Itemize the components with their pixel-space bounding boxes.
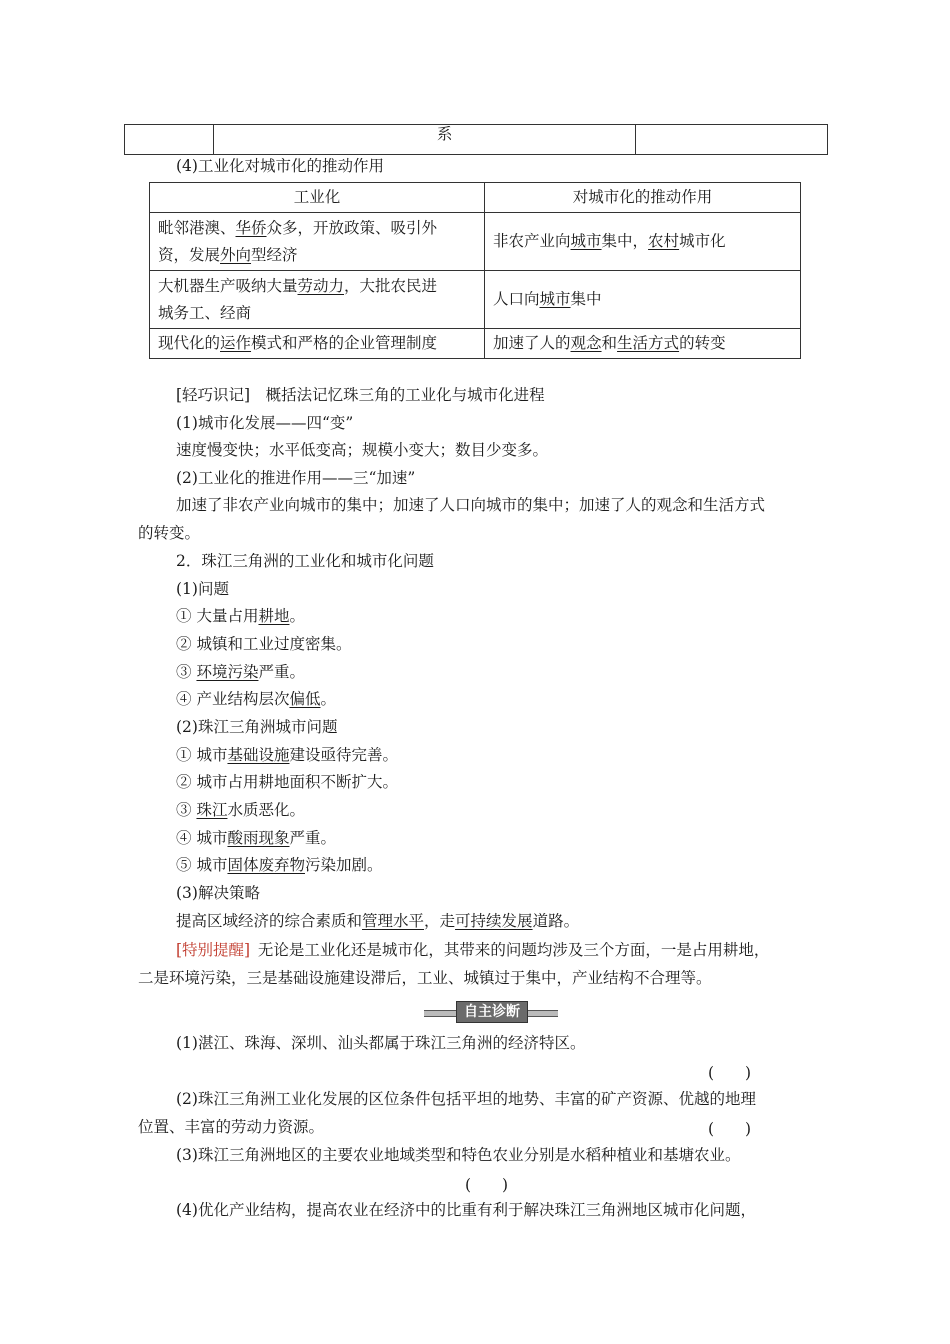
mnemonic-l4a: 加速了非农产业向城市的集中；加速了人口向城市的集中；加速了人的观念和生活方式 [176,496,766,514]
industrialization-table [149,182,801,359]
list-item: ③ 珠江水质恶化。 [176,801,305,819]
table-cell: 加速了人的观念和生活方式的转变 [485,329,801,359]
list-item: ① 大量占用耕地。 [176,607,305,625]
section2-title: 2．珠江三角洲的工业化和城市化问题 [176,552,434,570]
table-cell: 非农产业向城市集中，农村城市化 [485,213,801,271]
banner-title: 自主诊断 [456,1001,528,1023]
table-cell: 人口向城市集中 [485,271,801,329]
problems-title: (1)问题 [176,580,229,598]
question-2b: 位置、丰富的劳动力资源。 [138,1118,325,1136]
mnemonic-title: 概括法记忆珠三角的工业化与城市化进程 [265,386,545,404]
top-table-cell-4 [636,125,828,155]
mnemonic-l2: 速度慢变快；水平低变高；规模小变大；数目少变多。 [176,441,549,459]
top-table [124,124,828,155]
self-diagnosis-banner [424,1000,558,1024]
answer-paren-1: ( ) [708,1064,752,1082]
answer-paren-2: ( ) [708,1120,752,1138]
mnemonic-line [176,385,545,405]
list-item: ① 城市基础设施建设亟待完善。 [176,746,398,764]
top-table-text: 系 [436,125,453,143]
question-4: (4)优化产业结构，提高农业在经济中的比重有利于解决珠江三角洲地区城市化问题， [176,1201,756,1219]
top-table-cell-1 [125,125,214,155]
reminder-line-1: [特别提醒] 无论是工业化还是城市化，其带来的问题均涉及三个方面，一是占用耕地， [176,941,770,959]
top-table-cell-2 [214,125,429,155]
list-item: ③ 环境污染严重。 [176,663,305,681]
banner-left-bar [424,1010,458,1017]
city-problems-title: (2)珠江三角洲城市问题 [176,718,338,736]
table-row [150,213,801,271]
top-table-cell-3 [429,125,636,155]
banner-right-bar [524,1010,558,1017]
mnemonic-tag: [轻巧识记] [176,386,251,404]
answer-paren-3: ( ) [465,1176,509,1194]
mnemonic-l1: (1)城市化发展——四“变” [176,414,354,432]
question-2a: (2)珠江三角洲工业化发展的区位条件包括平坦的地势、丰富的矿产资源、优越的地理 [176,1090,756,1108]
list-item: ② 城市占用耕地面积不断扩大。 [176,773,398,791]
list-item: ⑤ 城市固体废弃物污染加剧。 [176,856,383,874]
table-cell: 大机器生产吸纳大量劳动力，大批农民进 城务工、经商 [150,271,485,329]
table-row [150,329,801,359]
reminder-line-2: 二是环境污染，三是基础设施建设滞后，工业、城镇过于集中，产业结构不合理等。 [138,969,712,987]
col-header-effect: 对城市化的推动作用 [485,183,801,213]
question-1: (1)湛江、珠海、深圳、汕头都属于珠江三角洲的经济特区。 [176,1034,586,1052]
mnemonic-l4b: 的转变。 [138,524,201,542]
list-item: ④ 产业结构层次偏低。 [176,690,336,708]
section4-heading: (4)工业化对城市化的推动作用 [176,157,384,175]
reminder-tag: [特别提醒] [176,941,251,959]
table-cell: 毗邻港澳、华侨众多，开放政策、吸引外 资，发展外向型经济 [150,213,485,271]
mnemonic-l3: (2)工业化的推进作用——三“加速” [176,469,416,487]
strategy-text: 提高区域经济的综合素质和管理水平，走可持续发展道路。 [176,912,580,930]
col-header-industrialization: 工业化 [150,183,485,213]
question-3: (3)珠江三角洲地区的主要农业地域类型和特色农业分别是水稻种植业和基塘农业。 [176,1146,741,1164]
table-cell: 现代化的运作模式和严格的企业管理制度 [150,329,485,359]
table-row [150,271,801,329]
list-item: ② 城镇和工业过度密集。 [176,635,352,653]
strategy-title: (3)解决策略 [176,884,260,902]
list-item: ④ 城市酸雨现象严重。 [176,829,336,847]
